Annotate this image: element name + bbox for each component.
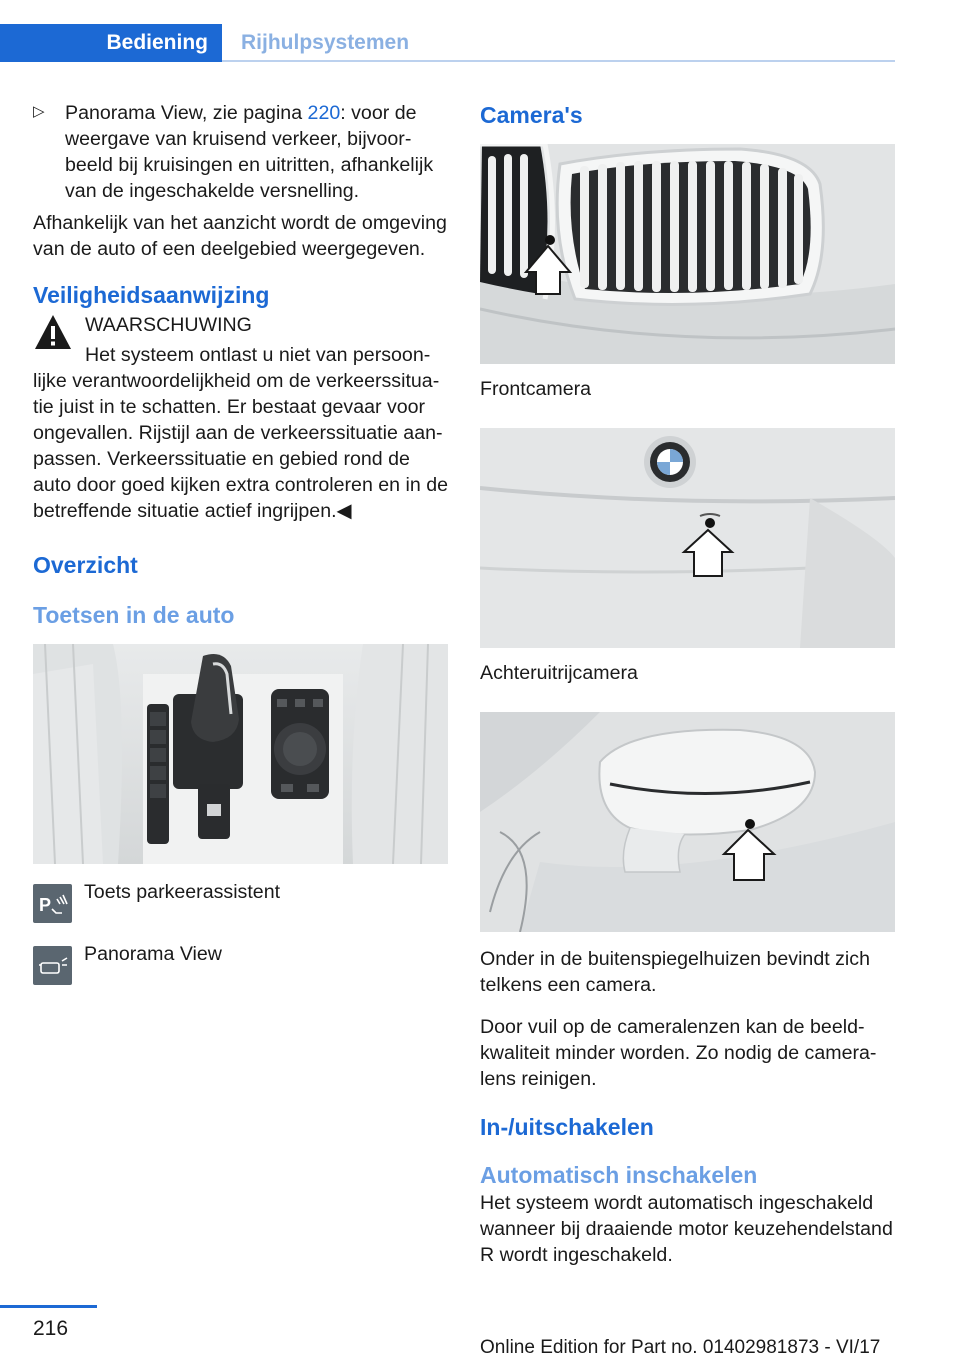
- list-item: [33, 943, 448, 985]
- footer-rule: [0, 1305, 97, 1308]
- warning-text: Het systeem ontlast u niet van persoonlijke verantwoordelijkheid om de verkeerssituatie juist in te schatten. Er bestaat gevaar voor ongevallen. Rijstijl aan de verkeerssituatie aanpassen. Verkeerssituatie en gebied rond de auto door goed kijken extra controleren en in de betreffende situatie actief ingrijpen.◀: [33, 344, 449, 522]
- page-number: 216: [33, 1317, 69, 1340]
- mirror-camera-text: Onder in de buitenspiegelhuizen bevindt zich telkens een camera.: [480, 948, 870, 996]
- edition-footer: Online Edition for Part no. 01402981873 - VI/17: [480, 1337, 881, 1358]
- header-divider: [222, 60, 895, 62]
- rear-camera-caption: Achteruitrijcamera: [480, 662, 638, 684]
- cameras-heading: Camera's: [480, 102, 583, 128]
- list-item: [33, 881, 448, 923]
- page-link[interactable]: 220: [307, 102, 341, 124]
- tab-bediening[interactable]: Bediening: [0, 24, 222, 62]
- center-console-image: [33, 644, 448, 864]
- panorama-view-label: Panorama View: [84, 943, 222, 965]
- tab-rijhulpsystemen[interactable]: Rijhulpsystemen: [241, 31, 410, 54]
- auto-activation-text: Het systeem wordt automatisch ingeschakeld wanneer bij draaiende motor keuzehendelstand R wordt ingeschakeld.: [480, 1192, 893, 1266]
- buttons-subheading: Toetsen in de auto: [33, 602, 235, 628]
- triangle-bullet-icon: ▷: [33, 103, 45, 120]
- rear-camera-image: [480, 428, 895, 648]
- front-camera-image: [480, 144, 895, 364]
- right-column: [480, 100, 895, 1268]
- overview-heading: Overzicht: [33, 552, 138, 578]
- warning-block: [33, 312, 448, 524]
- safety-heading: Veiligheidsaanwijzing: [33, 282, 270, 308]
- header: [0, 0, 895, 62]
- onoff-heading: In-/uitschakelen: [480, 1114, 654, 1140]
- front-camera-caption: Frontcamera: [480, 378, 592, 400]
- bullet-item: [33, 100, 448, 204]
- left-column: [33, 100, 448, 985]
- warning-title: WAARSCHUWING: [85, 314, 252, 336]
- button-list: [33, 881, 448, 985]
- bullet-text: Panorama View, zie pagina 220: voor de weergave van kruisend verkeer, bijvoorbeeld bij kruisingen en uitritten, afhankelijk van de ingeschakelde versnelling.: [65, 102, 434, 202]
- svg-text:P: P: [38, 894, 51, 915]
- parking-assistant-label: Toets parkeerassistent: [84, 881, 281, 903]
- auto-activation-subheading: Automatisch inschakelen: [480, 1162, 758, 1188]
- dirt-warning-text: Door vuil op de cameralenzen kan de beeldkwaliteit minder worden. Zo nodig de cameralens reinigen.: [480, 1016, 877, 1090]
- panorama-view-icon: [33, 946, 72, 985]
- parking-assistant-icon: [33, 884, 72, 923]
- mirror-camera-image: [480, 712, 895, 932]
- view-paragraph: Afhankelijk van het aanzicht wordt de omgeving van de auto of een deelgebied weergegeven.: [33, 212, 447, 260]
